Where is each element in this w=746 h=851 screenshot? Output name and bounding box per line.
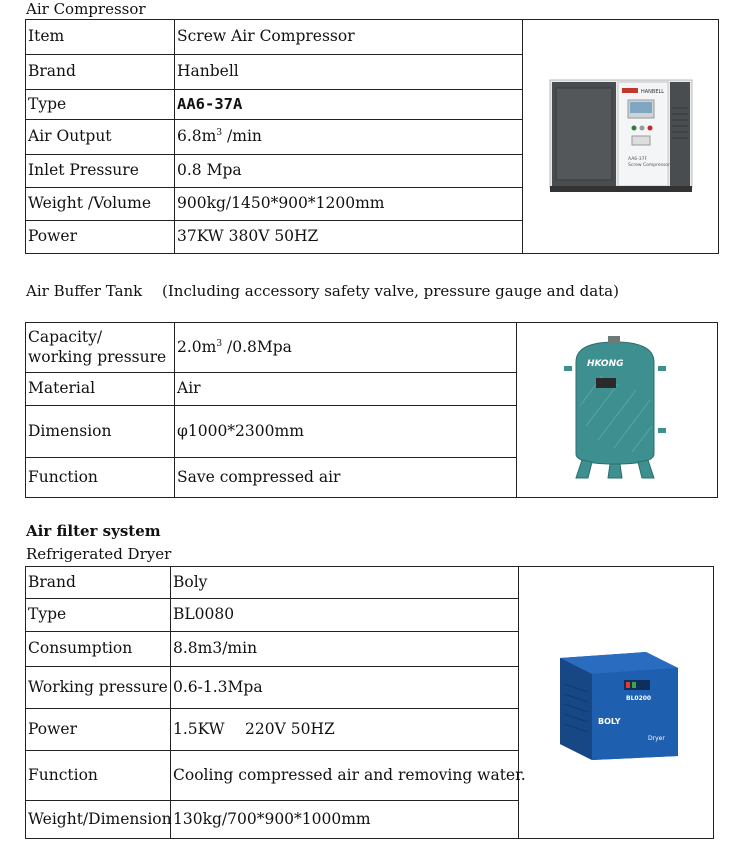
row-value: Boly xyxy=(171,567,519,599)
row-label: Item xyxy=(26,20,175,55)
row-label: Working pressure xyxy=(26,667,171,709)
row-label: Function xyxy=(26,751,171,801)
section-title-air-filter-system: Air filter system xyxy=(26,522,161,540)
row-value xyxy=(175,323,517,373)
section-subtitle-refrigerated-dryer: Refrigerated Dryer xyxy=(26,545,172,563)
row-label: Weight/Dimension xyxy=(26,801,171,839)
row-label: Power xyxy=(26,221,175,254)
row-label: Brand xyxy=(26,567,171,599)
air-compressor-table xyxy=(25,19,719,254)
row-label: Type xyxy=(26,599,171,632)
tank-image-cell xyxy=(517,323,718,498)
refrigerated-dryer-table xyxy=(25,566,714,839)
section-title-air-compressor: Air Compressor xyxy=(26,0,146,18)
value-tail: /min xyxy=(222,127,262,146)
label-line-1: Capacity/ xyxy=(28,328,103,347)
row-value: 1.5KW 220V 50HZ xyxy=(171,709,519,751)
tank-brand-logo: HKONG xyxy=(587,359,624,369)
row-value: 8.8m3/min xyxy=(171,632,519,667)
row-value: Screw Air Compressor xyxy=(175,20,523,55)
row-value: AA6-37A xyxy=(175,90,523,120)
row-value: Cooling compressed air and removing water. xyxy=(171,751,519,801)
dryer-image-cell xyxy=(519,567,714,839)
row-value xyxy=(175,120,523,155)
row-label xyxy=(26,323,175,373)
dryer-model-text: BL0200 xyxy=(626,694,652,702)
compressor-brand-logo: HANBELL xyxy=(640,88,664,95)
row-value: Air xyxy=(175,373,517,406)
row-label: Dimension xyxy=(26,406,175,458)
row-label: Function xyxy=(26,458,175,498)
row-label: Air Output xyxy=(26,120,175,155)
section-title-air-buffer-tank: Air Buffer Tank (Including accessory safety valve, pressure gauge and data) xyxy=(26,282,619,300)
value-superscript: 3 xyxy=(216,128,223,139)
row-label: Weight /Volume xyxy=(26,188,175,221)
row-label: Type xyxy=(26,90,175,120)
air-buffer-tank-table xyxy=(25,322,718,498)
dryer-brand-logo: BOLY xyxy=(598,716,621,726)
compressor-image-cell xyxy=(523,20,719,254)
row-value: BL0080 xyxy=(171,599,519,632)
row-label: Power xyxy=(26,709,171,751)
compressor-caption-text: Screw Compressor xyxy=(627,162,670,168)
row-label: Material xyxy=(26,373,175,406)
air-compressor-image xyxy=(546,78,696,196)
row-value: 0.6-1.3Mpa xyxy=(171,667,519,709)
row-label: Brand xyxy=(26,55,175,90)
row-value: φ1000*2300mm xyxy=(175,406,517,458)
air-tank-image xyxy=(562,336,672,484)
row-value: 37KW 380V 50HZ xyxy=(175,221,523,254)
row-value: 900kg/1450*900*1200mm xyxy=(175,188,523,221)
label-line-2: working pressure xyxy=(28,347,167,366)
row-label: Consumption xyxy=(26,632,171,667)
row-value: 130kg/700*900*1000mm xyxy=(171,801,519,839)
row-label: Inlet Pressure xyxy=(26,155,175,188)
refrigerated-dryer-image xyxy=(548,644,684,762)
value-superscript: 3 xyxy=(216,338,223,349)
dryer-type-text: Dryer xyxy=(648,734,665,742)
row-value: Save compressed air xyxy=(175,458,517,498)
value-main: 6.8m xyxy=(177,127,217,146)
row-value: Hanbell xyxy=(175,55,523,90)
row-value: 0.8 Mpa xyxy=(175,155,523,188)
value-main: 2.0m xyxy=(177,337,217,356)
value-tail: /0.8Mpa xyxy=(222,337,292,356)
compressor-model-text: AA6-37F xyxy=(627,156,647,162)
